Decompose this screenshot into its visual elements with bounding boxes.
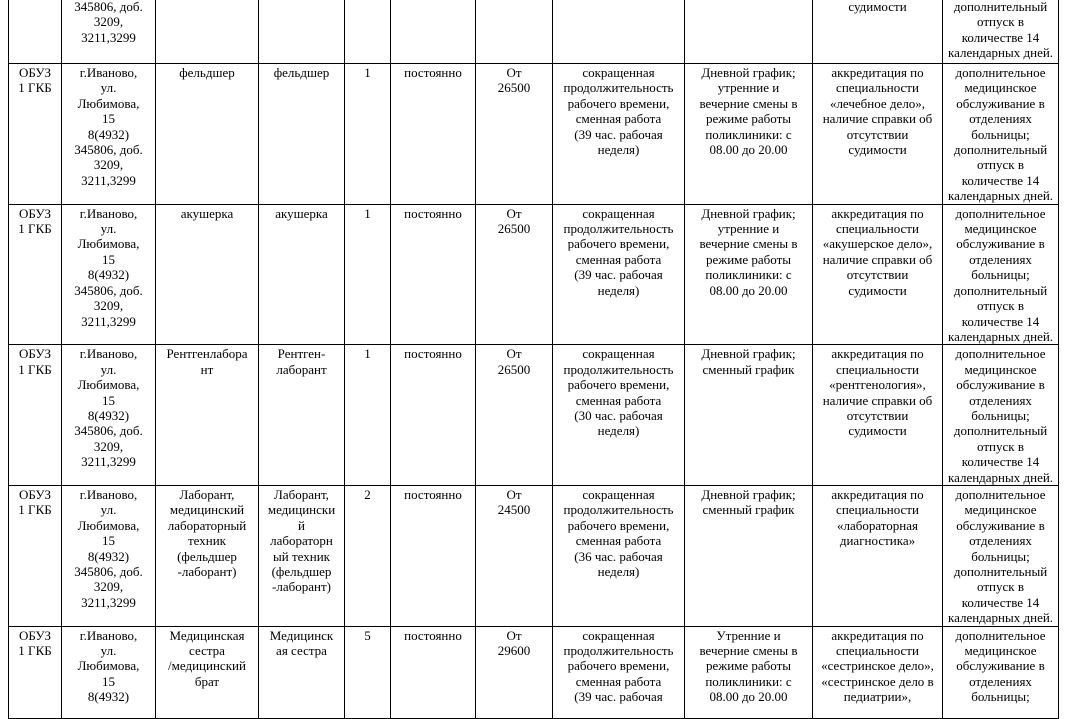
cell-organization: ОБУЗ 1 ГКБ [9,626,62,718]
cell-position: Медицинская сестра /медицинский брат [156,626,259,718]
cell-work-time: сокращенная продолжительность рабочего времени, сменная работа (36 час. рабочая неделя) [553,485,685,626]
cell-benefits: дополнительное медицинское обслуживание в отделениях больницы; дополнительный отпуск в количестве 14 календарных дней. [943,345,1059,486]
table-row [9,0,1059,64]
cell-address: г.Иваново, ул. Любимова, 15 8(4932) [62,626,156,718]
cell-schedule: Дневной график; сменный график [685,345,813,486]
cell-benefits: дополнительное медицинское обслуживание в отделениях больницы; [943,626,1059,718]
cell-schedule: Дневной график; утренние и вечерние смены в режиме работы поликлиники: с 08.00 до 20.00 [685,64,813,205]
cell-count: 5 [345,626,391,718]
cell-requirements: судимости [813,0,943,64]
cell-requirements: аккредитация по специальности «акушерское дело», наличие справки об отсутствии судимости [813,204,943,345]
cell-employment: постоянно [391,204,476,345]
cell-position: акушерка [156,204,259,345]
cell-organization [9,0,62,64]
table-row [9,626,1059,718]
cell-count: 1 [345,345,391,486]
vacancy-sheet [8,0,1059,719]
cell-benefits: дополнительное медицинское обслуживание в отделениях больницы; дополнительный отпуск в количестве 14 календарных дней. [943,204,1059,345]
cell-address: г.Иваново, ул. Любимова, 15 8(4932) 345806, доб. 3209, 3211,3299 [62,345,156,486]
vacancy-table [8,0,1059,719]
cell-employment: постоянно [391,345,476,486]
cell-position [156,0,259,64]
cell-position: Лаборант, медицинский лабораторный техник (фельдшер -лаборант) [156,485,259,626]
cell-specialty: фельдшер [259,64,345,205]
cell-count: 2 [345,485,391,626]
cell-salary [476,0,553,64]
cell-schedule: Дневной график; сменный график [685,485,813,626]
cell-employment: постоянно [391,626,476,718]
cell-count: 1 [345,64,391,205]
cell-schedule: Утренние и вечерние смены в режиме работы поликлиники: с 08.00 до 20.00 [685,626,813,718]
cell-work-time: сокращенная продолжительность рабочего времени, сменная работа (39 час. рабочая [553,626,685,718]
cell-specialty: Медицинск ая сестра [259,626,345,718]
table-row [9,64,1059,205]
cell-work-time [553,0,685,64]
cell-address: 345806, доб. 3209, 3211,3299 [62,0,156,64]
cell-benefits: дополнительное медицинское обслуживание в отделениях больницы; дополнительный отпуск в количестве 14 календарных дней. [943,485,1059,626]
cell-employment [391,0,476,64]
cell-salary: От 26500 [476,345,553,486]
cell-work-time: сокращенная продолжительность рабочего времени, сменная работа (30 час. рабочая неделя) [553,345,685,486]
cell-position: фельдшер [156,64,259,205]
cell-schedule [685,0,813,64]
cell-count: 1 [345,204,391,345]
cell-organization: ОБУЗ 1 ГКБ [9,345,62,486]
cell-salary: От 26500 [476,64,553,205]
cell-requirements: аккредитация по специальности «лечебное дело», наличие справки об отсутствии судимости [813,64,943,205]
cell-requirements: аккредитация по специальности «сестринское дело», «сестринское дело в педиатрии», [813,626,943,718]
cell-benefits: дополнительный отпуск в количестве 14 календарных дней. [943,0,1059,64]
cell-specialty [259,0,345,64]
table-row [9,485,1059,626]
cell-address: г.Иваново, ул. Любимова, 15 8(4932) 345806, доб. 3209, 3211,3299 [62,204,156,345]
cell-specialty: акушерка [259,204,345,345]
table-body [9,0,1059,718]
cell-salary: От 29600 [476,626,553,718]
cell-position: Рентгенлабора нт [156,345,259,486]
cell-organization: ОБУЗ 1 ГКБ [9,64,62,205]
cell-organization: ОБУЗ 1 ГКБ [9,204,62,345]
cell-work-time: сокращенная продолжительность рабочего времени, сменная работа (39 час. рабочая неделя) [553,204,685,345]
cell-organization: ОБУЗ 1 ГКБ [9,485,62,626]
cell-specialty: Лаборант, медицински й лабораторн ый техник (фельдшер -лаборант) [259,485,345,626]
cell-schedule: Дневной график; утренние и вечерние смены в режиме работы поликлиники: с 08.00 до 20.00 [685,204,813,345]
cell-salary: От 26500 [476,204,553,345]
cell-work-time: сокращенная продолжительность рабочего времени, сменная работа (39 час. рабочая неделя) [553,64,685,205]
cell-benefits: дополнительное медицинское обслуживание в отделениях больницы; дополнительный отпуск в количестве 14 календарных дней. [943,64,1059,205]
cell-address: г.Иваново, ул. Любимова, 15 8(4932) 345806, доб. 3209, 3211,3299 [62,485,156,626]
cell-employment: постоянно [391,485,476,626]
table-row [9,204,1059,345]
cell-requirements: аккредитация по специальности «лабораторная диагностика» [813,485,943,626]
cell-salary: От 24500 [476,485,553,626]
cell-specialty: Рентген- лаборант [259,345,345,486]
cell-address: г.Иваново, ул. Любимова, 15 8(4932) 345806, доб. 3209, 3211,3299 [62,64,156,205]
table-row [9,345,1059,486]
cell-employment: постоянно [391,64,476,205]
cell-requirements: аккредитация по специальности «рентгенология», наличие справки об отсутствии судимости [813,345,943,486]
cell-count [345,0,391,64]
